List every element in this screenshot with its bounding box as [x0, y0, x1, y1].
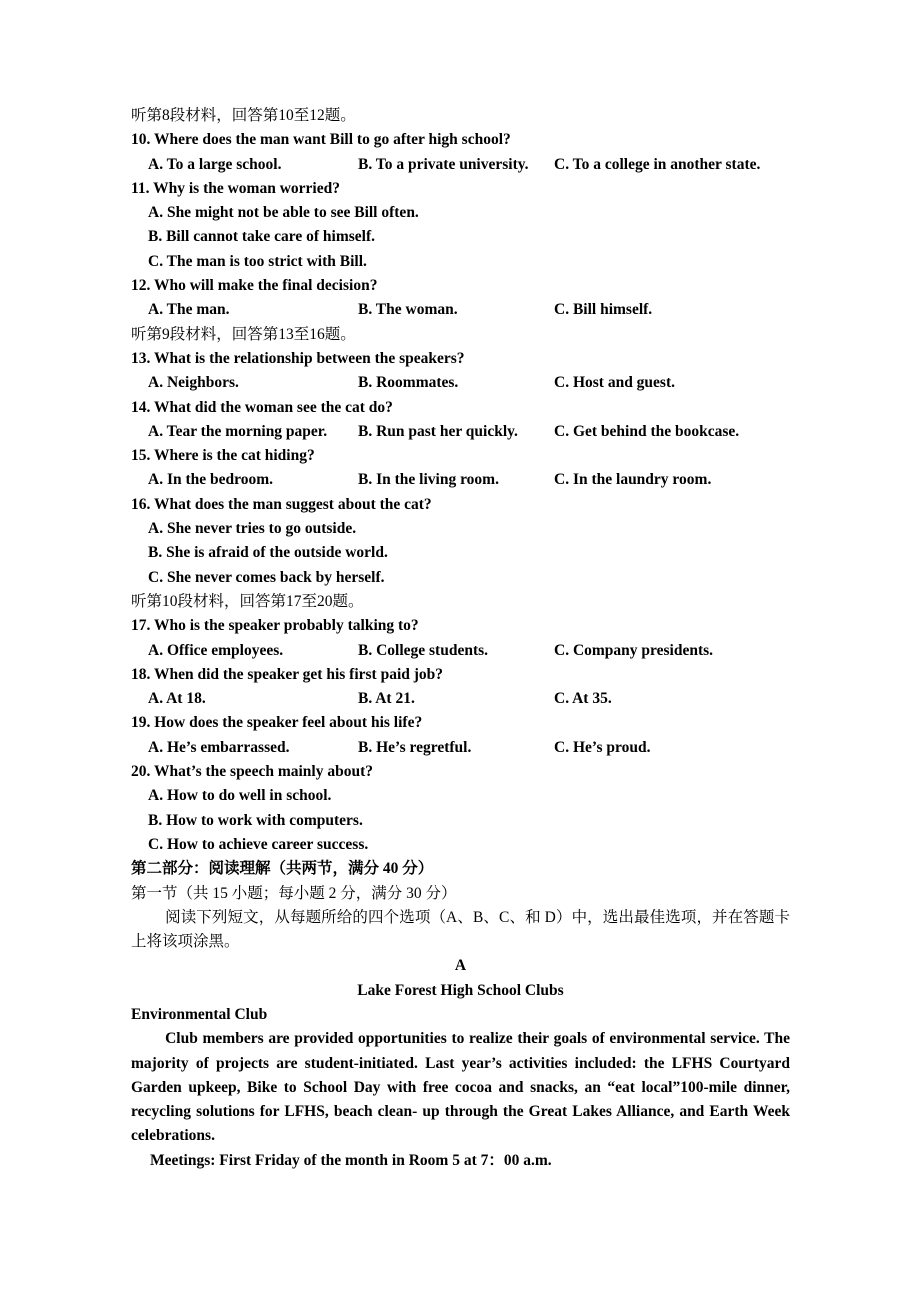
centered-heading: A [454, 957, 467, 975]
option-line: A. How to do well in school. [148, 787, 332, 805]
section-heading-cn: 听第9段材料，回答第13至16题。 [131, 325, 356, 343]
part-heading-cn: 第二部分：阅读理解（共两节，满分 40 分） [131, 860, 434, 878]
section-heading-cn: 第一节（共 15 小题；每小题 2 分，满分 30 分） [131, 884, 457, 902]
question-line: 11. Why is the woman worried? [131, 179, 340, 197]
question-line: 14. What did the woman see the cat do? [131, 398, 393, 416]
option-cell: A. In the bedroom. [148, 471, 274, 489]
option-cell: C. At 35. [554, 690, 612, 708]
option-cell: C. Host and guest. [554, 374, 676, 392]
option-cell: A. To a large school. [148, 155, 282, 173]
option-line: A. She never tries to go outside. [148, 520, 357, 538]
option-cell: C. To a college in another state. [554, 155, 761, 173]
options-row [131, 639, 790, 663]
options-row [131, 153, 790, 177]
meeting-info-line: Meetings: First Friday of the month in Room 5 at 7：00 a.m. [150, 1151, 552, 1169]
option-cell: B. To a private university. [358, 155, 529, 173]
options-row [131, 687, 790, 711]
options-row [131, 298, 790, 322]
option-cell: C. In the laundry room. [554, 471, 712, 489]
question-line: 13. What is the relationship between the speakers? [131, 349, 465, 367]
option-cell: B. The woman. [358, 301, 458, 319]
option-cell: A. Office employees. [148, 641, 284, 659]
question-line: 17. Who is the speaker probably talking to? [131, 617, 419, 635]
option-cell: B. Run past her quickly. [358, 422, 518, 440]
option-cell: B. At 21. [358, 690, 415, 708]
question-line: 10. Where does the man want Bill to go after high school? [131, 131, 511, 149]
option-cell: A. He’s embarrassed. [148, 738, 290, 756]
option-line: B. She is afraid of the outside world. [148, 544, 388, 562]
option-cell: B. Roommates. [358, 374, 459, 392]
question-line: 19. How does the speaker feel about his life? [131, 714, 423, 732]
option-line: C. She never comes back by herself. [148, 568, 385, 586]
question-line: 20. What’s the speech mainly about? [131, 763, 373, 781]
options-row [131, 468, 790, 492]
centered-heading: Lake Forest High School Clubs [357, 981, 564, 999]
option-line: B. How to work with computers. [148, 811, 363, 829]
option-cell: C. He’s proud. [554, 738, 651, 756]
question-line: 12. Who will make the final decision? [131, 277, 378, 295]
section-heading-cn: 听第10段材料，回答第17至20题。 [131, 592, 364, 610]
options-row [131, 371, 790, 395]
option-line: C. How to achieve career success. [148, 835, 369, 853]
option-cell: A. The man. [148, 301, 230, 319]
option-cell: A. Neighbors. [148, 374, 239, 392]
option-cell: A. At 18. [148, 690, 206, 708]
instructions-paragraph-cn: 阅读下列短文，从每题所给的四个选项（A、B、C、和 D）中，选出最佳选项，并在答题卡上将该项涂黑。 [131, 908, 790, 951]
option-line: C. The man is too strict with Bill. [148, 252, 367, 270]
club-heading: Environmental Club [131, 1005, 268, 1023]
option-cell: C. Company presidents. [554, 641, 714, 659]
option-line: A. She might not be able to see Bill often. [148, 204, 419, 222]
body-paragraph: Club members are provided opportunities to realize their goals of environmental service. The majority of projects are student-initiated. Last year’s activities included: the LFHS Courtyard Garden upkeep, Bike to School Day with free cocoa and snacks, an “eat local”100-mile dinner, recycling solutions for LFHS, beach clean- up through the Great Lakes Alliance, and Earth Week celebrations. [131, 1030, 790, 1145]
option-cell: A. Tear the morning paper. [148, 422, 328, 440]
option-cell: B. College students. [358, 641, 489, 659]
option-line: B. Bill cannot take care of himself. [148, 228, 376, 246]
question-line: 15. Where is the cat hiding? [131, 447, 315, 465]
option-cell: C. Get behind the bookcase. [554, 422, 740, 440]
question-line: 16. What does the man suggest about the cat? [131, 495, 432, 513]
option-cell: C. Bill himself. [554, 301, 653, 319]
options-row [131, 420, 790, 444]
options-row [131, 736, 790, 760]
option-cell: B. In the living room. [358, 471, 499, 489]
option-cell: B. He’s regretful. [358, 738, 472, 756]
question-line: 18. When did the speaker get his first paid job? [131, 665, 444, 683]
document-body [131, 104, 790, 1173]
section-heading-cn: 听第8段材料，回答第10至12题。 [131, 107, 356, 124]
